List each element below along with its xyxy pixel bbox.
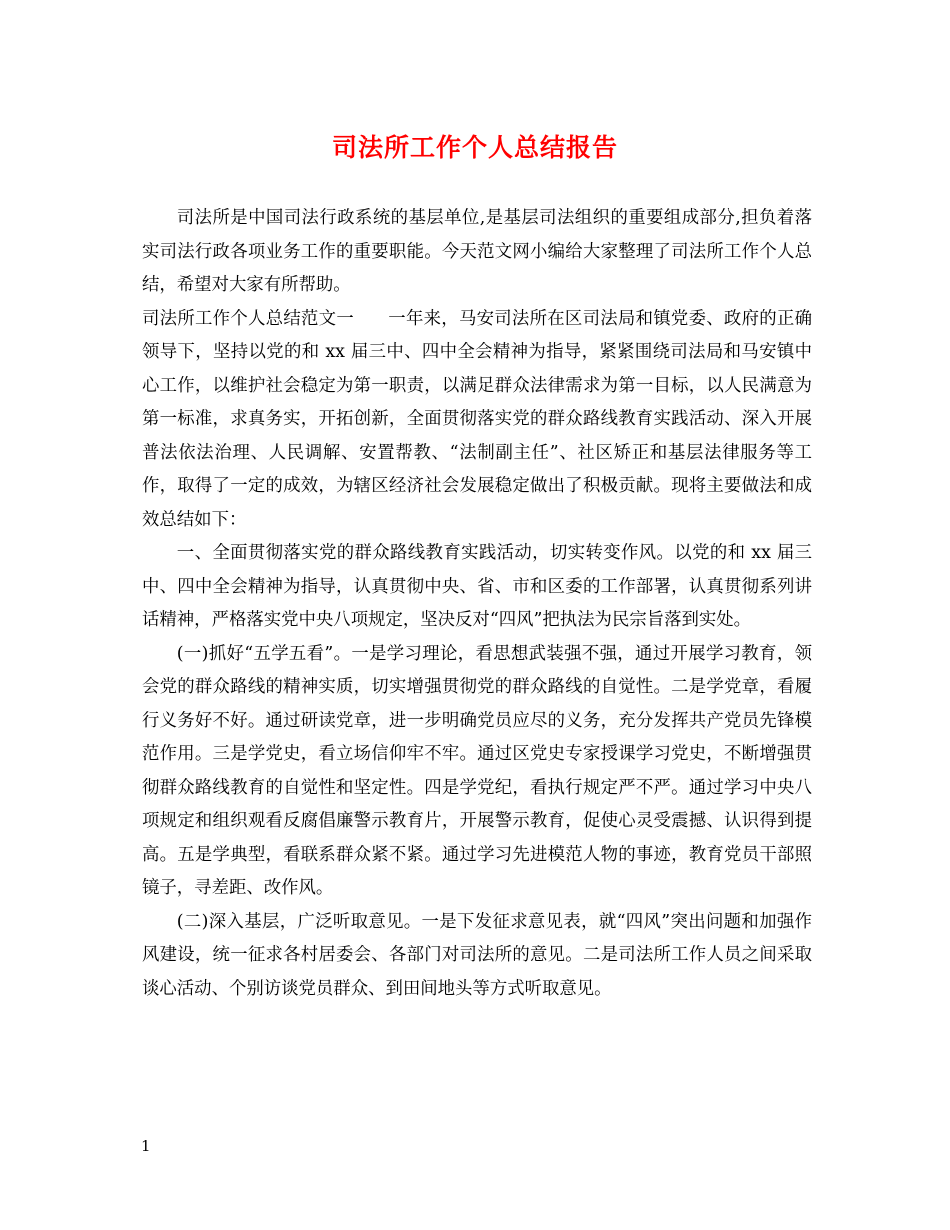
paragraph-intro: 司法所是中国司法行政系统的基层单位,是基层司法组织的重要组成部分,担负着落实司法行政各项业务工作的重要职能。今天范文网小编给大家整理了司法所工作个人总结，希望对大家有所帮助。	[142, 208, 812, 295]
paragraph-section-one: 一、全面贯彻落实党的群众路线教育实践活动，切实转变作风。以党的和 xx 届三中、四中全会精神为指导，认真贯彻中央、省、市和区委的工作部署，认真贯彻系列讲话精神，严格落实党中央八项规定，坚决反对“四风”把执法为民宗旨落到实处。	[142, 543, 812, 630]
document-body	[142, 202, 812, 1006]
paragraph-subsection-one: (一)抓好“五学五看”。一是学习理论，看思想武装强不强，通过开展学习教育，领会党的群众路线的精神实质，切实增强贯彻党的群众路线的自觉性。二是学党章，看履行义务好不好。通过研读党章，进一步明确党员应尽的义务，充分发挥共产党员先锋模范作用。三是学党史，看立场信仰牢不牢。通过区党史专家授课学习党史，不断增强贯彻群众路线教育的自觉性和坚定性。四是学党纪，看执行规定严不严。通过学习中央八项规定和组织观看反腐倡廉警示教育片，开展警示教育，促使心灵受震撼、认识得到提高。五是学典型，看联系群众紧不紧。通过学习先进模范人物的事迹，教育党员干部照镜子，寻差距、改作风。	[142, 643, 812, 898]
paragraph-sample-one	[142, 303, 812, 538]
page-number: 1	[141, 1137, 151, 1155]
sample-heading: 司法所工作个人总结范文一	[142, 308, 354, 329]
paragraph-subsection-two: (二)深入基层，广泛听取意见。一是下发征求意见表，就“四风”突出问题和加强作风建设，统一征求各村居委会、各部门对司法所的意见。二是司法所工作人员之间采取谈心活动、个别访谈党员群众、到田间地头等方式听取意见。	[142, 911, 812, 999]
document-title: 司法所工作个人总结报告	[331, 133, 618, 162]
sample-text: 一年来，马安司法所在区司法局和镇党委、政府的正确领导下，坚持以党的和 xx 届三中、四中全会精神为指导，紧紧围绕司法局和马安镇中心工作，以维护社会稳定为第一职责，以满足群众法律需求为第一目标，以人民满意为第一标准，求真务实，开拓创新，全面贯彻落实党的群众路线教育实践活动、深入开展普法依法治理、人民调解、安置帮教、“法制副主任”、社区矫正和基层法律服务等工作，取得了一定的成效，为辖区经济社会发展稳定做出了积极贡献。现将主要做法和成效总结如下：	[142, 308, 812, 530]
